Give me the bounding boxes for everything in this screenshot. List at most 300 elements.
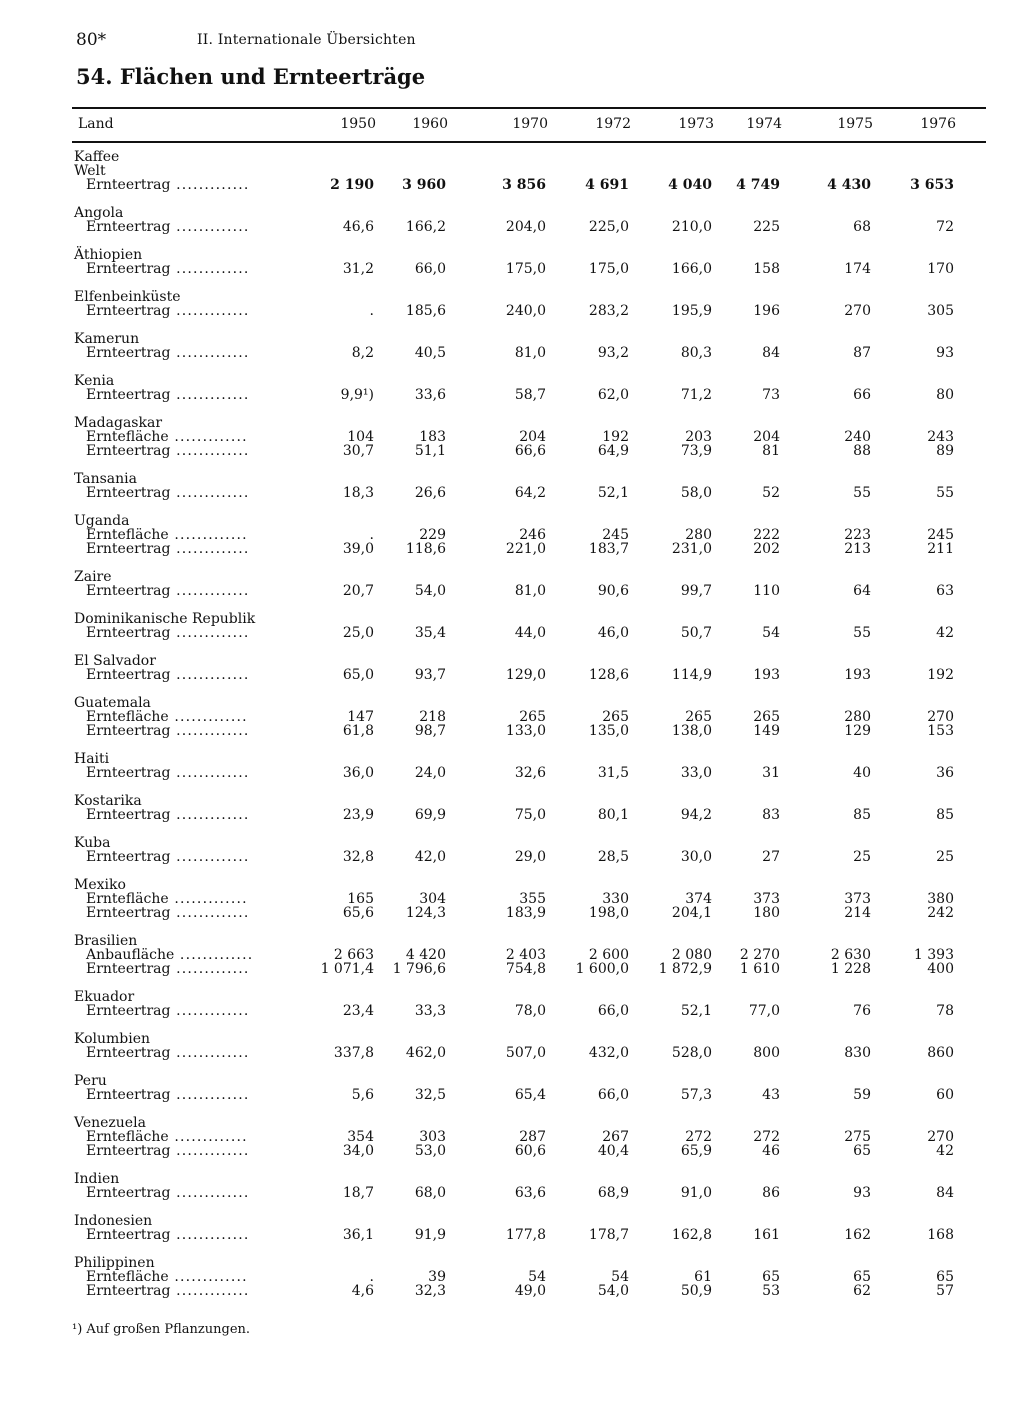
country-name: Kolumbien bbox=[74, 1031, 151, 1047]
cell-1976: 270 bbox=[927, 709, 954, 725]
cell-1972: 54 bbox=[611, 1269, 629, 1285]
cell-1975: 65 bbox=[853, 1143, 871, 1159]
cell-1970: 221,0 bbox=[505, 541, 546, 557]
table-row bbox=[72, 262, 986, 276]
cell-1972: 225,0 bbox=[588, 219, 629, 235]
cell-1972: 128,6 bbox=[588, 667, 629, 683]
page-header bbox=[72, 30, 992, 54]
cell-1975: 1 228 bbox=[830, 961, 871, 977]
leader-dots: ............. bbox=[170, 1003, 250, 1019]
cell-1973: 91,0 bbox=[680, 1185, 712, 1201]
cell-1975: 87 bbox=[853, 345, 871, 361]
row-label-text: Ernteertrag bbox=[86, 219, 171, 235]
cell-1970: 32,6 bbox=[514, 765, 546, 781]
cell-1970: 63,6 bbox=[514, 1185, 546, 1201]
table-row bbox=[72, 766, 986, 780]
country-name: Kuba bbox=[74, 835, 111, 851]
leader-dots: ............. bbox=[168, 1269, 248, 1285]
cell-1950: 31,2 bbox=[342, 261, 374, 277]
cell-1975: 62 bbox=[853, 1283, 871, 1299]
cell-1950: 39,0 bbox=[342, 541, 374, 557]
cell-1972: 135,0 bbox=[588, 723, 629, 739]
cell-1976: 55 bbox=[936, 485, 954, 501]
cell-1960: 42,0 bbox=[414, 849, 446, 865]
cell-1960: 66,0 bbox=[414, 261, 446, 277]
country-group bbox=[72, 1116, 986, 1172]
cell-1973: 65,9 bbox=[680, 1143, 712, 1159]
cell-1974: 46 bbox=[762, 1143, 780, 1159]
country-name: El Salvador bbox=[74, 653, 156, 669]
cell-1970: 246 bbox=[519, 527, 546, 543]
cell-1960: 185,6 bbox=[405, 303, 446, 319]
table-row bbox=[72, 1284, 986, 1298]
column-header-row bbox=[72, 116, 986, 138]
leader-dots: ............. bbox=[168, 891, 248, 907]
country-name: Kamerun bbox=[74, 331, 140, 347]
cell-1973: 1 872,9 bbox=[658, 961, 712, 977]
cell-1973: 57,3 bbox=[680, 1087, 712, 1103]
cell-1960: 218 bbox=[419, 709, 446, 725]
cell-1973: 280 bbox=[685, 527, 712, 543]
cell-1950: 32,8 bbox=[342, 849, 374, 865]
cell-1976: 1 393 bbox=[913, 947, 954, 963]
cell-1973: 73,9 bbox=[680, 443, 712, 459]
cell-1975: 270 bbox=[844, 303, 871, 319]
row-label-text: Ernteertrag bbox=[86, 387, 171, 403]
cell-1960: 39 bbox=[428, 1269, 446, 1285]
year-header-1960: 1960 bbox=[412, 116, 448, 132]
cell-1973: 61 bbox=[694, 1269, 712, 1285]
cell-1973: 52,1 bbox=[680, 1003, 712, 1019]
cell-1960: 32,5 bbox=[414, 1087, 446, 1103]
row-label-text: Ernteertrag bbox=[86, 177, 171, 193]
cell-1976: 57 bbox=[936, 1283, 954, 1299]
cell-1974: 196 bbox=[753, 303, 780, 319]
cell-1974: 149 bbox=[753, 723, 780, 739]
cell-1970: 75,0 bbox=[514, 807, 546, 823]
cell-1974: 4 749 bbox=[736, 177, 780, 193]
cell-1975: 55 bbox=[853, 625, 871, 641]
cell-1972: 178,7 bbox=[588, 1227, 629, 1243]
country-group bbox=[72, 206, 986, 248]
country-group bbox=[72, 612, 986, 654]
country-group bbox=[72, 290, 986, 332]
leader-dots: ............. bbox=[170, 345, 250, 361]
cell-1950: 4,6 bbox=[351, 1283, 374, 1299]
table-row bbox=[72, 1088, 986, 1102]
cell-1974: 202 bbox=[753, 541, 780, 557]
cell-1950: 36,0 bbox=[342, 765, 374, 781]
row-label bbox=[86, 1088, 250, 1102]
country-name: Madagaskar bbox=[74, 415, 163, 431]
table-body bbox=[72, 150, 986, 1312]
cell-1972: 66,0 bbox=[597, 1087, 629, 1103]
cell-1973: 528,0 bbox=[671, 1045, 712, 1061]
cell-1950: 354 bbox=[347, 1129, 374, 1145]
cell-1960: 68,0 bbox=[414, 1185, 446, 1201]
table-row bbox=[72, 850, 986, 864]
country-group bbox=[72, 332, 986, 374]
cell-1950: 23,9 bbox=[342, 807, 374, 823]
cell-1974: 81 bbox=[762, 443, 780, 459]
cell-1950: 18,3 bbox=[342, 485, 374, 501]
cell-1976: 380 bbox=[927, 891, 954, 907]
row-label bbox=[86, 626, 250, 640]
cell-1970: 49,0 bbox=[514, 1283, 546, 1299]
leader-dots: ............. bbox=[170, 961, 250, 977]
row-label-text: Ernteertrag bbox=[86, 583, 171, 599]
country-name: Peru bbox=[74, 1073, 107, 1089]
cell-1976: 85 bbox=[936, 807, 954, 823]
row-label bbox=[86, 584, 250, 598]
table-row bbox=[72, 444, 986, 458]
leader-dots: ............. bbox=[170, 443, 250, 459]
cell-1970: 81,0 bbox=[514, 345, 546, 361]
cell-1976: 245 bbox=[927, 527, 954, 543]
row-label bbox=[86, 1046, 250, 1060]
cell-1960: 118,6 bbox=[405, 541, 446, 557]
table-row bbox=[72, 892, 986, 906]
row-label-text: Ernteertrag bbox=[86, 625, 171, 641]
table-row bbox=[72, 304, 986, 318]
cell-1960: 32,3 bbox=[414, 1283, 446, 1299]
row-label bbox=[86, 808, 250, 822]
table-row bbox=[72, 430, 986, 444]
cell-1972: 330 bbox=[602, 891, 629, 907]
row-label bbox=[86, 542, 250, 556]
country-name: Brasilien bbox=[74, 933, 138, 949]
cell-1974: 1 610 bbox=[739, 961, 780, 977]
cell-1960: 26,6 bbox=[414, 485, 446, 501]
country-name: Äthiopien bbox=[74, 247, 143, 263]
row-label-text: Ernteertrag bbox=[86, 765, 171, 781]
cell-1974: 31 bbox=[762, 765, 780, 781]
cell-1976: 42 bbox=[936, 1143, 954, 1159]
cell-1974: 272 bbox=[753, 1129, 780, 1145]
country-name: Indien bbox=[74, 1171, 120, 1187]
row-label bbox=[86, 430, 248, 444]
cell-1975: 240 bbox=[844, 429, 871, 445]
cell-1973: 99,7 bbox=[680, 583, 712, 599]
cell-1975: 280 bbox=[844, 709, 871, 725]
country-group bbox=[72, 374, 986, 416]
country-name: Zaire bbox=[74, 569, 112, 585]
leader-dots: ............. bbox=[170, 1143, 250, 1159]
cell-1975: 129 bbox=[844, 723, 871, 739]
cell-1970: 133,0 bbox=[505, 723, 546, 739]
leader-dots: ............. bbox=[168, 527, 248, 543]
table-row bbox=[72, 388, 986, 402]
table-row bbox=[72, 808, 986, 822]
cell-1950: 8,2 bbox=[351, 345, 374, 361]
cell-1976: 192 bbox=[927, 667, 954, 683]
leader-dots: ............. bbox=[170, 807, 250, 823]
leader-dots: ............. bbox=[170, 905, 250, 921]
leader-dots: ............. bbox=[170, 849, 250, 865]
top-rule bbox=[72, 107, 986, 109]
cell-1950: 46,6 bbox=[342, 219, 374, 235]
country-group bbox=[72, 836, 986, 878]
leader-dots: ............. bbox=[170, 1227, 250, 1243]
cell-1974: 52 bbox=[762, 485, 780, 501]
cell-1950: 165 bbox=[347, 891, 374, 907]
cell-1973: 4 040 bbox=[668, 177, 712, 193]
cell-1973: 80,3 bbox=[680, 345, 712, 361]
cell-1960: 35,4 bbox=[414, 625, 446, 641]
cell-1972: 46,0 bbox=[597, 625, 629, 641]
cell-1975: 65 bbox=[853, 1269, 871, 1285]
cell-1974: 83 bbox=[762, 807, 780, 823]
cell-1970: 287 bbox=[519, 1129, 546, 1145]
row-label-text: Ernteertrag bbox=[86, 807, 171, 823]
cell-1973: 374 bbox=[685, 891, 712, 907]
cell-1973: 203 bbox=[685, 429, 712, 445]
cell-1950: 36,1 bbox=[342, 1227, 374, 1243]
cell-1976: 25 bbox=[936, 849, 954, 865]
cell-1975: 373 bbox=[844, 891, 871, 907]
cell-1950: 104 bbox=[347, 429, 374, 445]
table-row bbox=[72, 1144, 986, 1158]
year-header-1973: 1973 bbox=[678, 116, 714, 132]
row-label-text: Erntefläche bbox=[86, 1269, 169, 1285]
cell-1975: 275 bbox=[844, 1129, 871, 1145]
cell-1960: 54,0 bbox=[414, 583, 446, 599]
row-label bbox=[86, 1270, 248, 1284]
cell-1950: 147 bbox=[347, 709, 374, 725]
cell-1974: 225 bbox=[753, 219, 780, 235]
cell-1976: 860 bbox=[927, 1045, 954, 1061]
cell-1975: 174 bbox=[844, 261, 871, 277]
cell-1960: 24,0 bbox=[414, 765, 446, 781]
cell-1950: 30,7 bbox=[342, 443, 374, 459]
country-name: Haiti bbox=[74, 751, 110, 767]
country-name: Welt bbox=[74, 163, 106, 179]
country-name: Dominikanische Republik bbox=[74, 611, 256, 627]
cell-1974: 158 bbox=[753, 261, 780, 277]
cell-1975: 214 bbox=[844, 905, 871, 921]
country-group bbox=[72, 1214, 986, 1256]
cell-1960: 124,3 bbox=[405, 905, 446, 921]
cell-1975: 59 bbox=[853, 1087, 871, 1103]
cell-1976: 211 bbox=[927, 541, 954, 557]
cell-1973: 204,1 bbox=[671, 905, 712, 921]
country-name: Elfenbeinküste bbox=[74, 289, 181, 305]
year-header-1974: 1974 bbox=[746, 116, 782, 132]
country-name: Ekuador bbox=[74, 989, 135, 1005]
cell-1950: 65,6 bbox=[342, 905, 374, 921]
row-label-text: Ernteertrag bbox=[86, 905, 171, 921]
cell-1972: 192 bbox=[602, 429, 629, 445]
table-row bbox=[72, 710, 986, 724]
cell-1975: 68 bbox=[853, 219, 871, 235]
cell-1974: 65 bbox=[762, 1269, 780, 1285]
table-row bbox=[72, 626, 986, 640]
country-group bbox=[72, 248, 986, 290]
section-title: II. Internationale Übersichten bbox=[197, 32, 416, 48]
cell-1970: 204 bbox=[519, 429, 546, 445]
cell-1976: 63 bbox=[936, 583, 954, 599]
row-label bbox=[86, 304, 250, 318]
row-label bbox=[86, 1186, 250, 1200]
table-row bbox=[72, 542, 986, 556]
cell-1976: 305 bbox=[927, 303, 954, 319]
cell-1970: 29,0 bbox=[514, 849, 546, 865]
cell-1972: 183,7 bbox=[588, 541, 629, 557]
cell-1970: 240,0 bbox=[505, 303, 546, 319]
row-label-text: Erntefläche bbox=[86, 527, 169, 543]
row-label bbox=[86, 724, 250, 738]
cell-1974: 53 bbox=[762, 1283, 780, 1299]
leader-dots: ............. bbox=[170, 261, 250, 277]
cell-1974: 27 bbox=[762, 849, 780, 865]
cell-1973: 94,2 bbox=[680, 807, 712, 823]
cell-1974: 110 bbox=[753, 583, 780, 599]
cell-1972: 66,0 bbox=[597, 1003, 629, 1019]
cell-1960: 93,7 bbox=[414, 667, 446, 683]
row-label bbox=[86, 444, 250, 458]
cell-1975: 40 bbox=[853, 765, 871, 781]
cell-1960: 303 bbox=[419, 1129, 446, 1145]
cell-1972: 40,4 bbox=[597, 1143, 629, 1159]
row-label-text: Erntefläche bbox=[86, 429, 169, 445]
cell-1950: 25,0 bbox=[342, 625, 374, 641]
cell-1970: 355 bbox=[519, 891, 546, 907]
cell-1950: 9,9¹) bbox=[340, 387, 374, 403]
cell-1960: 98,7 bbox=[414, 723, 446, 739]
row-label bbox=[86, 1130, 248, 1144]
cell-1972: 2 600 bbox=[588, 947, 629, 963]
cell-1973: 272 bbox=[685, 1129, 712, 1145]
cell-1976: 72 bbox=[936, 219, 954, 235]
cell-1974: 2 270 bbox=[739, 947, 780, 963]
leader-dots: ............. bbox=[170, 219, 250, 235]
row-label bbox=[86, 962, 250, 976]
cell-1973: 166,0 bbox=[671, 261, 712, 277]
cell-1976: 170 bbox=[927, 261, 954, 277]
cell-1976: 243 bbox=[927, 429, 954, 445]
row-label-text: Anbaufläche bbox=[86, 947, 175, 963]
country-group bbox=[72, 878, 986, 934]
cell-1970: 2 403 bbox=[505, 947, 546, 963]
cell-1970: 507,0 bbox=[505, 1045, 546, 1061]
cell-1972: 54,0 bbox=[597, 1283, 629, 1299]
row-label-text: Ernteertrag bbox=[86, 961, 171, 977]
country-group bbox=[72, 696, 986, 752]
cell-1973: 30,0 bbox=[680, 849, 712, 865]
cell-1970: 183,9 bbox=[505, 905, 546, 921]
cell-1972: 62,0 bbox=[597, 387, 629, 403]
row-label bbox=[86, 766, 250, 780]
cell-1973: 162,8 bbox=[671, 1227, 712, 1243]
table-row bbox=[72, 1130, 986, 1144]
table-row bbox=[72, 962, 986, 976]
row-label bbox=[86, 388, 250, 402]
cell-1974: 84 bbox=[762, 345, 780, 361]
cell-1974: 204 bbox=[753, 429, 780, 445]
leader-dots: ............. bbox=[170, 723, 250, 739]
cell-1973: 114,9 bbox=[671, 667, 712, 683]
row-label-text: Ernteertrag bbox=[86, 303, 171, 319]
year-header-1976: 1976 bbox=[920, 116, 956, 132]
row-label-text: Ernteertrag bbox=[86, 443, 171, 459]
row-label bbox=[86, 1144, 250, 1158]
leader-dots: ............. bbox=[170, 765, 250, 781]
table-row bbox=[72, 668, 986, 682]
country-group bbox=[72, 752, 986, 794]
year-header-1972: 1972 bbox=[595, 116, 631, 132]
row-label-text: Ernteertrag bbox=[86, 1185, 171, 1201]
cell-1950: 1 071,4 bbox=[320, 961, 374, 977]
cell-1974: 77,0 bbox=[748, 1003, 780, 1019]
cell-1974: 54 bbox=[762, 625, 780, 641]
row-label-text: Ernteertrag bbox=[86, 541, 171, 557]
leader-dots: ............. bbox=[170, 1087, 250, 1103]
country-name: Kostarika bbox=[74, 793, 142, 809]
country-group bbox=[72, 1074, 986, 1116]
cell-1960: 69,9 bbox=[414, 807, 446, 823]
cell-1960: 40,5 bbox=[414, 345, 446, 361]
cell-1975: 25 bbox=[853, 849, 871, 865]
country-name: Venezuela bbox=[74, 1115, 146, 1131]
row-label bbox=[86, 1284, 250, 1298]
country-name: Uganda bbox=[74, 513, 130, 529]
cell-1972: 93,2 bbox=[597, 345, 629, 361]
cell-1976: 89 bbox=[936, 443, 954, 459]
cell-1976: 93 bbox=[936, 345, 954, 361]
row-label-text: Ernteertrag bbox=[86, 1003, 171, 1019]
row-label bbox=[86, 528, 248, 542]
table-row bbox=[72, 528, 986, 542]
leader-dots: ............. bbox=[170, 1045, 250, 1061]
row-label-text: Ernteertrag bbox=[86, 849, 171, 865]
cell-1970: 175,0 bbox=[505, 261, 546, 277]
row-label bbox=[86, 892, 248, 906]
row-label-text: Ernteertrag bbox=[86, 667, 171, 683]
leader-dots: ............. bbox=[168, 709, 248, 725]
table-row bbox=[72, 1228, 986, 1242]
cell-1950: 61,8 bbox=[342, 723, 374, 739]
table-row bbox=[72, 220, 986, 234]
country-group bbox=[72, 1032, 986, 1074]
cell-1970: 78,0 bbox=[514, 1003, 546, 1019]
cell-1972: 245 bbox=[602, 527, 629, 543]
cell-1974: 86 bbox=[762, 1185, 780, 1201]
cell-1973: 231,0 bbox=[671, 541, 712, 557]
leader-dots: ............. bbox=[170, 583, 250, 599]
cell-1970: 58,7 bbox=[514, 387, 546, 403]
cell-1976: 270 bbox=[927, 1129, 954, 1145]
leader-dots: ............. bbox=[170, 387, 250, 403]
cell-1976: 42 bbox=[936, 625, 954, 641]
cell-1950: 65,0 bbox=[342, 667, 374, 683]
leader-dots: ............. bbox=[170, 485, 250, 501]
row-label bbox=[86, 906, 250, 920]
cell-1976: 242 bbox=[927, 905, 954, 921]
cell-1973: 2 080 bbox=[671, 947, 712, 963]
cell-1970: 81,0 bbox=[514, 583, 546, 599]
cell-1972: 4 691 bbox=[585, 177, 629, 193]
cell-1974: 222 bbox=[753, 527, 780, 543]
cell-1960: 53,0 bbox=[414, 1143, 446, 1159]
cell-1975: 213 bbox=[844, 541, 871, 557]
table-row bbox=[72, 584, 986, 598]
table-row bbox=[72, 724, 986, 738]
cell-1960: 462,0 bbox=[405, 1045, 446, 1061]
cell-1976: 36 bbox=[936, 765, 954, 781]
header-rule bbox=[72, 141, 986, 143]
cell-1970: 60,6 bbox=[514, 1143, 546, 1159]
row-label bbox=[86, 668, 250, 682]
